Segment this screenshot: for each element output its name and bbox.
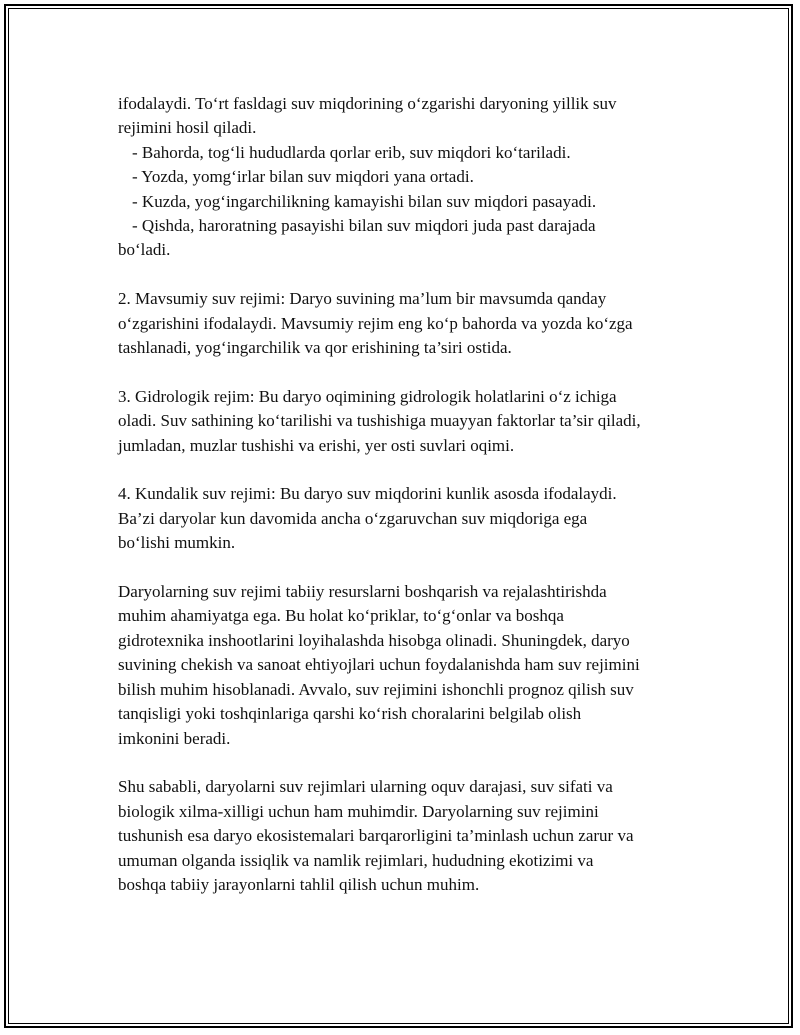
paragraph-line: suvining chekish va sanoat ehtiyojlari uchun foydalanishda ham suv rejimini bbox=[118, 655, 640, 675]
paragraph-conclusion bbox=[118, 775, 718, 897]
season-item-spring: - Bahorda, tog‘li hududlarda qorlar erib, suv miqdori ko‘tariladi. bbox=[132, 142, 571, 162]
paragraph-line: oladi. Suv sathining ko‘tarilishi va tushishiga muayyan faktorlar ta’sir qiladi, bbox=[118, 411, 641, 431]
season-item-autumn: - Kuzda, yog‘ingarchilikning kamayishi bilan suv miqdori pasayadi. bbox=[132, 191, 597, 211]
paragraph-line: o‘zgarishini ifodalaydi. Mavsumiy rejim eng ko‘p bahorda va yozda ko‘zga bbox=[118, 313, 633, 333]
paragraph-resource-management bbox=[118, 580, 718, 751]
document-body bbox=[118, 92, 718, 922]
paragraph-line: 3. Gidrologik rejim: Bu daryo oqimining gidrologik holatlarini o‘z ichiga bbox=[118, 386, 617, 406]
paragraph-line: 4. Kundalik suv rejimi: Bu daryo suv miqdorini kunlik asosda ifodalaydi. bbox=[118, 484, 617, 504]
paragraph-line: gidrotexnika inshootlarini loyihalashda hisobga olinadi. Shuningdek, daryo bbox=[118, 630, 630, 650]
paragraph-daily-regime bbox=[118, 482, 718, 555]
paragraph-line: tashlanadi, yog‘ingarchilik va qor erishining ta’siri ostida. bbox=[118, 338, 512, 358]
paragraph-line: jumladan, muzlar tushishi va erishi, yer osti suvlari oqimi. bbox=[118, 435, 515, 455]
paragraph-line: biologik xilma-xilligi uchun ham muhimdir. Daryolarning suv rejimini bbox=[118, 801, 599, 821]
paragraph-line: Ba’zi daryolar kun davomida ancha o‘zgaruvchan suv miqdoriga ega bbox=[118, 508, 588, 528]
paragraph-seasonal-regime bbox=[118, 287, 718, 360]
season-item-summer: - Yozda, yomg‘irlar bilan suv miqdori yana ortadi. bbox=[132, 167, 474, 187]
paragraph-line: muhim ahamiyatga ega. Bu holat ko‘priklar, to‘g‘onlar va boshqa bbox=[118, 606, 564, 626]
intro-line: rejimini hosil qiladi. bbox=[118, 118, 257, 138]
paragraph-line: umuman olganda issiqlik va namlik rejimlari, hududning ekotizimi va bbox=[118, 850, 594, 870]
paragraph-line: tushunish esa daryo ekosistemalari barqarorligini ta’minlash uchun zarur va bbox=[118, 826, 634, 846]
paragraph-line: Daryolarning suv rejimi tabiiy resurslarni boshqarish va rejalashtirishda bbox=[118, 582, 607, 602]
paragraph-line: imkonini beradi. bbox=[118, 728, 231, 748]
season-item-winter: - Qishda, haroratning pasayishi bilan suv miqdori juda past darajada bbox=[132, 216, 596, 236]
paragraph-line: bilish muhim hisoblanadi. Avvalo, suv rejimini ishonchli prognoz qilish suv bbox=[118, 679, 634, 699]
paragraph-line: boshqa tabiiy jarayonlarni tahlil qilish uchun muhim. bbox=[118, 874, 480, 894]
paragraph-line: 2. Mavsumiy suv rejimi: Daryo suvining ma’lum bir mavsumda qanday bbox=[118, 289, 607, 309]
intro-line: ifodalaydi. To‘rt fasldagi suv miqdorining o‘zgarishi daryoning yillik suv bbox=[118, 94, 617, 113]
paragraph-hydrological-regime bbox=[118, 385, 718, 458]
paragraph-line: Shu sababli, daryolarni suv rejimlari ularning oquv darajasi, suv sifati va bbox=[118, 777, 613, 797]
seasonal-regime-section bbox=[118, 92, 718, 263]
season-item-winter-continued: bo‘ladi. bbox=[118, 240, 171, 260]
paragraph-line: bo‘lishi mumkin. bbox=[118, 533, 236, 553]
paragraph-line: tanqisligi yoki toshqinlariga qarshi ko‘rish choralarini belgilab olish bbox=[118, 704, 582, 724]
